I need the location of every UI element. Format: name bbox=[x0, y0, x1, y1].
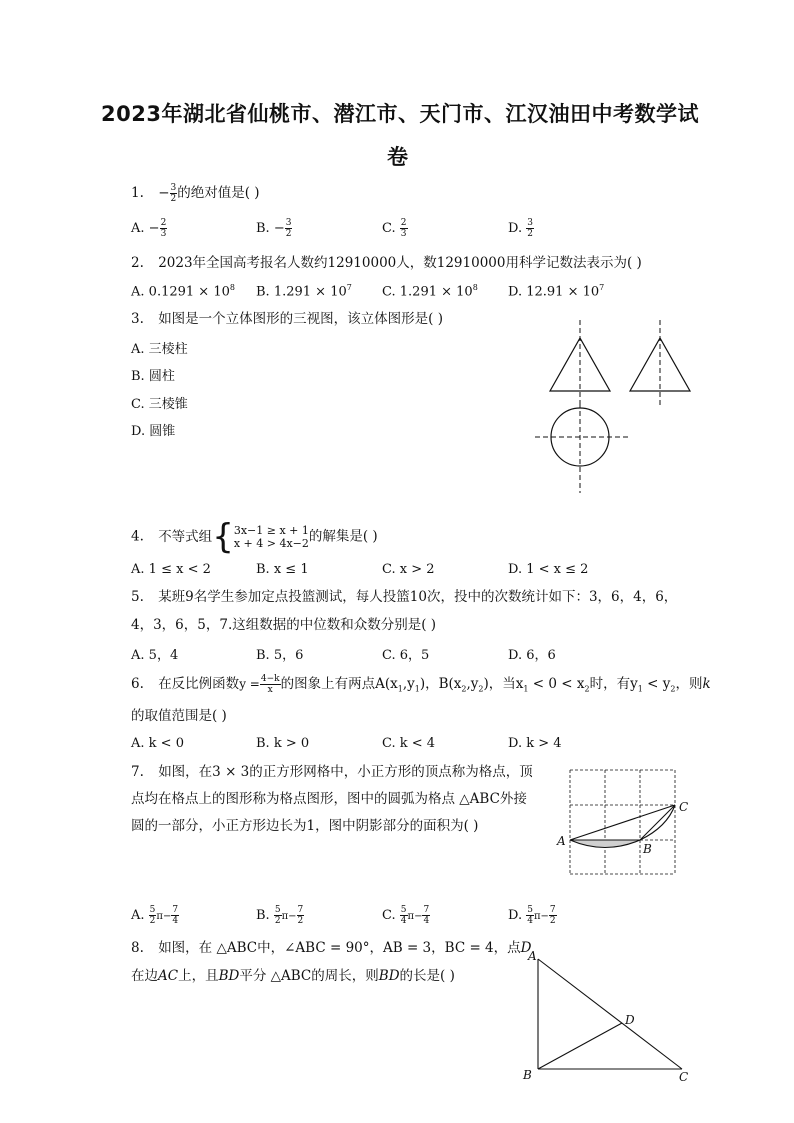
q7-option-d[interactable]: D. $\frac{5}{4}$ π− $\frac{7}{2}$ bbox=[508, 905, 556, 926]
q7-option-a[interactable]: A. $\frac{5}{2}$ π− $\frac{7}{4}$ bbox=[131, 905, 179, 926]
q5-option-c[interactable]: C. 6，5 bbox=[382, 648, 430, 663]
page-title-line1: 2023年湖北省仙桃市、潜江市、天门市、江汉油田中考数学试 bbox=[101, 102, 699, 126]
question-7-line3: 圆的一部分，小正方形边长为1，图中阴影部分的面积为( ) bbox=[131, 818, 479, 834]
system-brace: { bbox=[212, 517, 234, 557]
label-a: A bbox=[528, 949, 537, 963]
q4-option-a[interactable]: A. 1 ≤ x < 2 bbox=[131, 562, 211, 577]
question-number: 4. bbox=[131, 528, 144, 545]
question-text: 2023年全国高考报名人数约12910000人，数12910000用科学记数法表示为( ) bbox=[158, 255, 642, 271]
question-4: 4. 不等式组{ 3x−1 ≥ x + 1 x + 4 > 4x−2 的解集是( ) bbox=[131, 517, 378, 557]
q3-option-a[interactable]: A. 三棱柱 bbox=[131, 342, 188, 357]
question-number: 7. bbox=[131, 764, 144, 780]
question-number: 8. bbox=[131, 940, 144, 956]
inequality-system: 3x−1 ≥ x + 1 x + 4 > 4x−2 bbox=[233, 524, 309, 550]
q2-option-c[interactable]: C. $1.291 \times 10^8$ bbox=[382, 283, 478, 300]
right-triangle-figure bbox=[520, 945, 700, 1090]
q1-option-b[interactable]: B. − $\frac{3}{2}$ bbox=[256, 218, 292, 239]
question-number: 6. bbox=[131, 676, 144, 692]
grid-arc-figure bbox=[555, 765, 690, 880]
label-d: D bbox=[625, 1013, 635, 1027]
q4-option-c[interactable]: C. x > 2 bbox=[382, 562, 435, 577]
label-b: B bbox=[643, 842, 652, 856]
q1-option-c[interactable]: C. $\frac{2}{3}$ bbox=[382, 218, 407, 239]
segment-ac bbox=[570, 805, 675, 840]
q3-option-d[interactable]: D. 圆锥 bbox=[131, 424, 176, 439]
page-title-line2: 卷 bbox=[387, 145, 409, 169]
question-number: 2. bbox=[131, 255, 144, 271]
q6-option-d[interactable]: D. k > 4 bbox=[508, 736, 562, 751]
q7-option-b[interactable]: B. $\frac{5}{2}$ π− $\frac{7}{2}$ bbox=[256, 905, 304, 926]
question-3 bbox=[131, 310, 443, 328]
question-1: 1. − $\frac{3}{2}$ 的绝对值是( ) bbox=[131, 183, 260, 204]
label-b: B bbox=[523, 1068, 532, 1082]
question-7: 7. 如图，在3 × 3的正方形网格中，小正方形的顶点称为格点，顶 bbox=[131, 764, 533, 780]
three-view-figure bbox=[530, 315, 710, 495]
question-8-line2: 在边AC上，且BD平分 △ABC的周长，则BD的长是( ) bbox=[131, 968, 455, 984]
q1-option-a[interactable]: A. − $\frac{2}{3}$ bbox=[131, 218, 167, 239]
q6-option-b[interactable]: B. k > 0 bbox=[256, 736, 310, 751]
question-6-line2: 的取值范围是( ) bbox=[131, 708, 227, 724]
question-number: 1. bbox=[131, 185, 144, 201]
question-8: 8. 如图，在 △ABC中，∠ABC = 90°，AB = 3，BC = 4，点D bbox=[131, 940, 532, 956]
q6-option-c[interactable]: C. k < 4 bbox=[382, 736, 436, 751]
fraction: $\frac{3}{2}$ bbox=[170, 183, 177, 204]
q1-option-d[interactable]: D. $\frac{3}{2}$ bbox=[508, 218, 533, 239]
label-c: C bbox=[679, 1070, 689, 1084]
q5-option-a[interactable]: A. 5，4 bbox=[131, 648, 179, 663]
segment-bc bbox=[640, 805, 675, 840]
segment-ac bbox=[538, 959, 682, 1069]
q5-option-b[interactable]: B. 5，6 bbox=[256, 648, 304, 663]
question-number: 5. bbox=[131, 589, 144, 605]
fraction: $\frac{4-k}{x}$ bbox=[260, 674, 280, 695]
q6-option-a[interactable]: A. k < 0 bbox=[131, 736, 184, 751]
label-a: A bbox=[557, 834, 566, 848]
q2-option-d[interactable]: D. $12.91 \times 10^7$ bbox=[508, 283, 605, 300]
question-6: 6. 在反比例函数y = $\frac{4-k}{x}$ 的图象上有两点$A(x_1,y_1)$，$B(x_2,y_2)$，当$x_1 < 0 < x_2$时，有$y_1 < y_2$，则k bbox=[131, 674, 711, 695]
q4-option-d[interactable]: D. 1 < x ≤ 2 bbox=[508, 562, 589, 577]
q5-option-d[interactable]: D. 6，6 bbox=[508, 648, 556, 663]
question-text: 的绝对值是( ) bbox=[177, 185, 260, 201]
segment-bd bbox=[538, 1023, 622, 1069]
question-2 bbox=[131, 254, 642, 272]
q2-option-a[interactable]: A. $0.1291 \times 10^8$ bbox=[131, 283, 235, 300]
question-text: 如图是一个立体图形的三视图，该立体图形是( ) bbox=[158, 311, 444, 327]
q3-option-b[interactable]: B. 圆柱 bbox=[131, 369, 175, 384]
q3-option-c[interactable]: C. 三棱锥 bbox=[131, 397, 188, 412]
question-5: 5. 某班9名学生参加定点投篮测试，每人投篮10次，投中的次数统计如下：3，6，4，6， bbox=[131, 589, 678, 605]
question-number: 3. bbox=[131, 311, 144, 327]
q7-option-c[interactable]: C. $\frac{5}{4}$ π− $\frac{7}{4}$ bbox=[382, 905, 430, 926]
label-c: C bbox=[679, 800, 689, 814]
question-7-line2: 点均在格点上的图形称为格点图形，图中的圆弧为格点 △ABC外接 bbox=[131, 791, 527, 807]
q2-option-b[interactable]: B. $1.291 \times 10^7$ bbox=[256, 283, 352, 300]
q4-option-b[interactable]: B. x ≤ 1 bbox=[256, 562, 309, 577]
question-5-line2: 4，3，6，5，7.这组数据的中位数和众数分别是( ) bbox=[131, 617, 437, 633]
